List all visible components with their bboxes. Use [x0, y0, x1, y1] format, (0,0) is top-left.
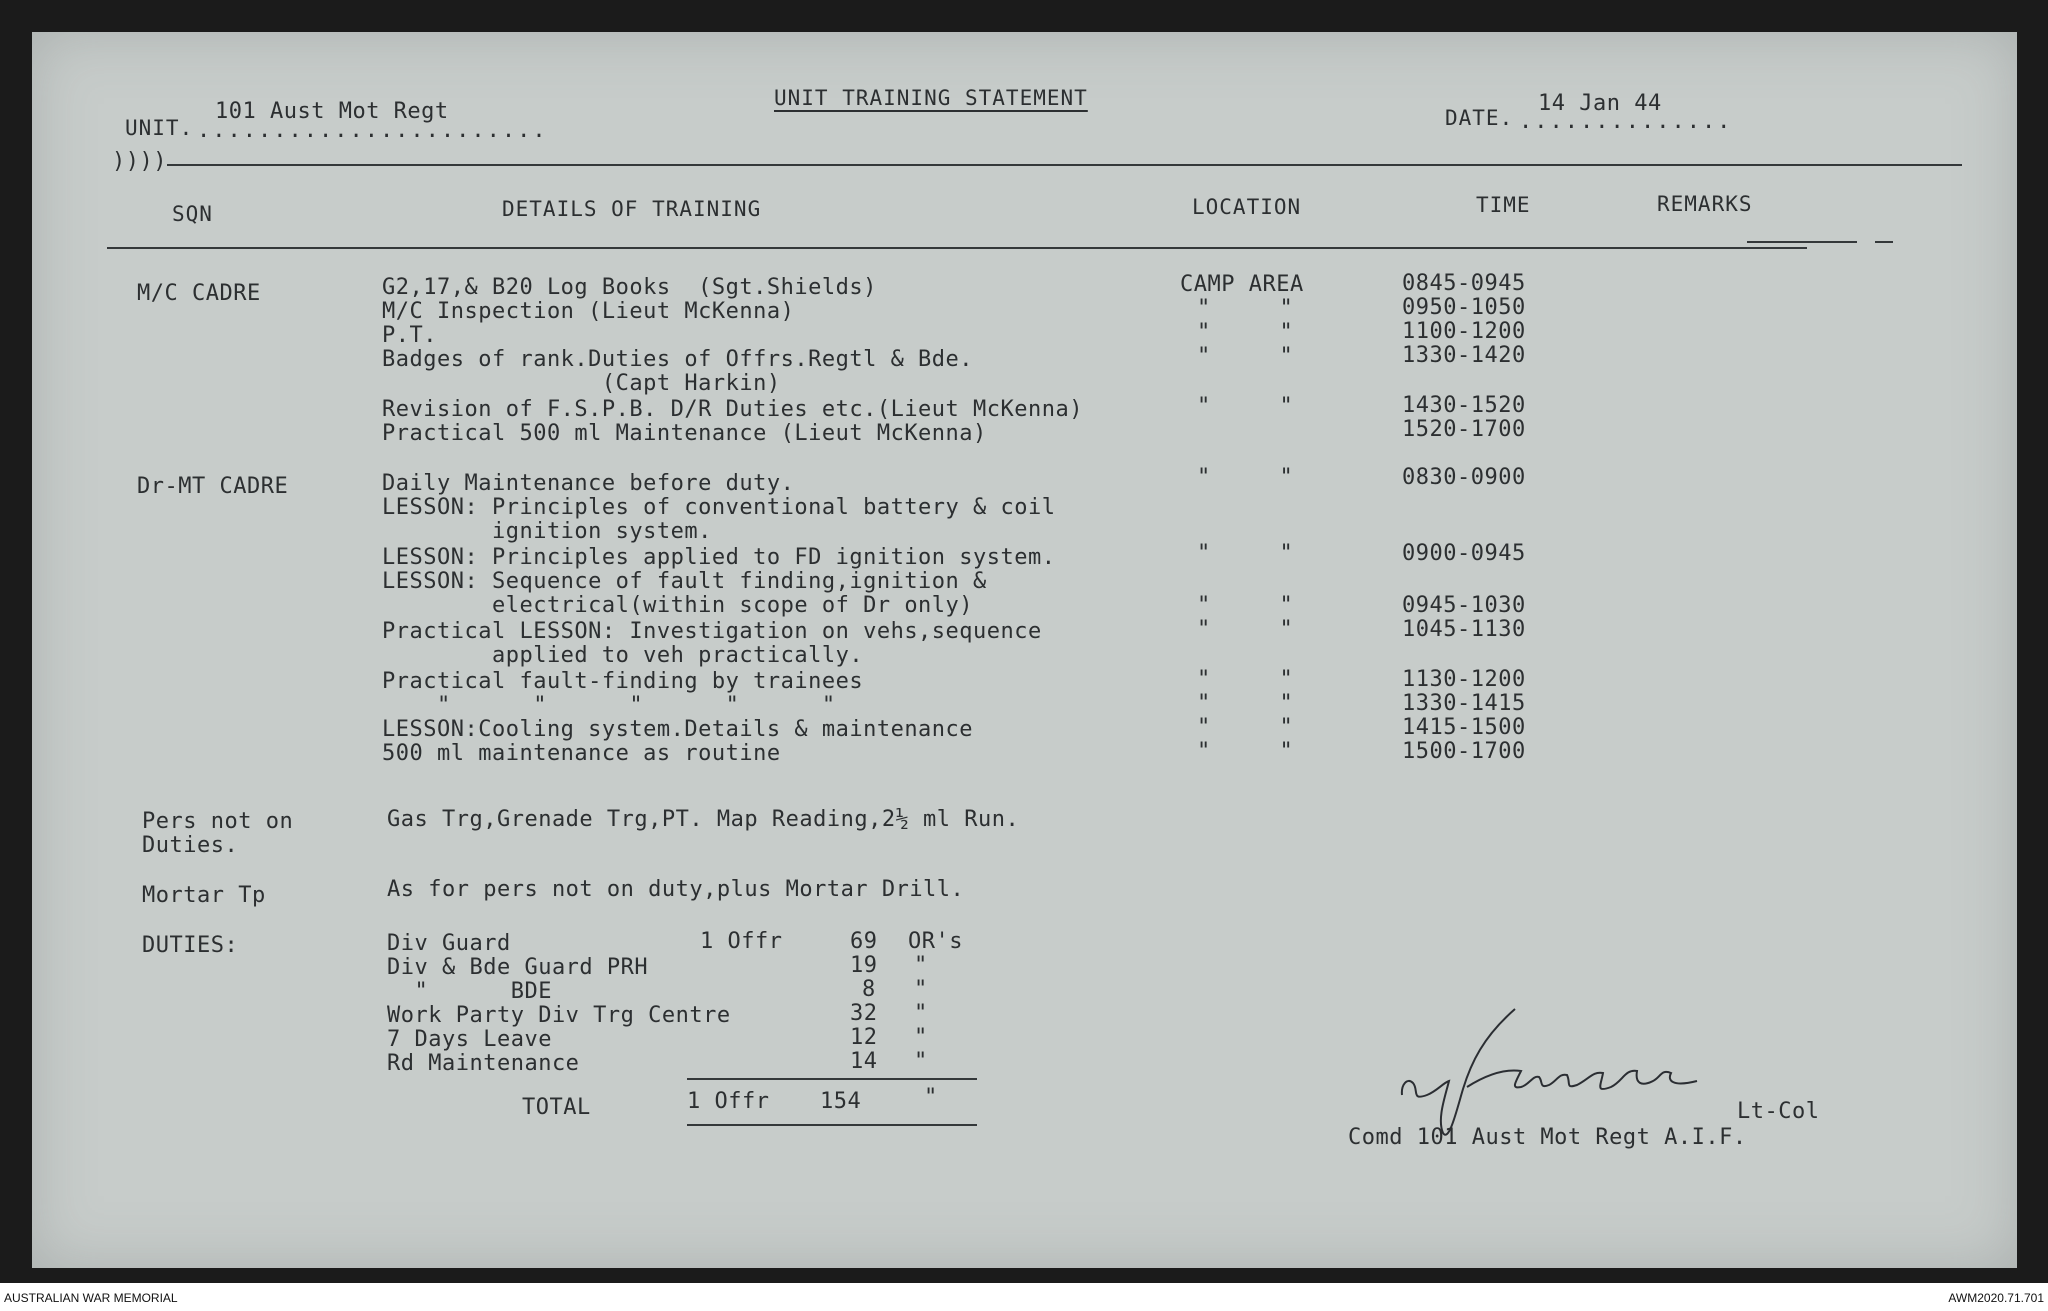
header-rule-segment	[1747, 241, 1857, 243]
footer-institution: AUSTRALIAN WAR MEMORIAL	[4, 1291, 178, 1305]
duty-name: Rd Maintenance	[387, 1051, 580, 1076]
col-remarks: REMARKS	[1657, 192, 1753, 216]
signature-command: Comd 101 Aust Mot Regt A.I.F.	[1348, 1125, 1747, 1150]
mc-time: 1330-1420	[1402, 343, 1526, 368]
header-rule-dash	[1875, 241, 1893, 243]
duty-name: 7 Days Leave	[387, 1027, 552, 1052]
total-offr: 1 Offr	[687, 1089, 770, 1114]
mc-detail: P.T.	[382, 323, 437, 348]
mc-time: 1430-1520	[1402, 393, 1526, 418]
duty-name: " BDE	[387, 979, 552, 1004]
duty-name: Div Guard	[387, 931, 511, 956]
dr-time: 0830-0900	[1402, 465, 1526, 490]
dr-detail: LESSON: Sequence of fault finding,ignition &	[382, 569, 987, 594]
col-details: DETAILS OF TRAINING	[502, 197, 762, 221]
section-dr-mt-cadre: Dr-MT CADRE	[137, 474, 289, 499]
dr-location: " "	[1197, 617, 1294, 642]
total-label: TOTAL	[522, 1095, 591, 1120]
mc-time: 1100-1200	[1402, 319, 1526, 344]
dr-time: 0900-0945	[1402, 541, 1526, 566]
header-rule-top	[167, 164, 1962, 166]
mc-location: " "	[1197, 344, 1294, 369]
duty-offr: 1 Offr	[700, 929, 783, 954]
dr-detail: LESSON:Cooling system.Details & maintenance	[382, 717, 974, 742]
dr-location: " "	[1197, 739, 1294, 764]
duty-count: 14	[850, 1049, 878, 1074]
dr-time: 1130-1200	[1402, 667, 1526, 692]
dr-detail: applied to veh practically.	[382, 643, 864, 668]
duty-unit: "	[914, 953, 928, 978]
col-location: LOCATION	[1192, 195, 1302, 219]
dr-time: 1500-1700	[1402, 739, 1526, 764]
duty-unit: "	[914, 1049, 928, 1074]
dr-detail: 500 ml maintenance as routine	[382, 741, 781, 766]
total-rule-bottom	[687, 1124, 977, 1126]
footer-accession-number: AWM2020.71.701	[1948, 1291, 2044, 1305]
mc-time: 1520-1700	[1402, 417, 1526, 442]
duty-count: 19	[850, 953, 878, 978]
section-pers-not-on: Pers not on	[142, 809, 294, 834]
header-rule-bottom	[107, 247, 1807, 249]
date-label: DATE.	[1445, 106, 1514, 130]
dr-location: " "	[1197, 465, 1294, 490]
unit-label: UNIT.	[125, 116, 194, 140]
mc-location: " "	[1197, 320, 1294, 345]
dr-detail: LESSON: Principles of conventional battery & coil	[382, 495, 1056, 520]
duty-count: 32	[850, 1001, 878, 1026]
dr-detail: electrical(within scope of Dr only)	[382, 593, 974, 618]
signature-rank: Lt-Col	[1737, 1099, 1820, 1124]
unit-value: 101 Aust Mot Regt	[215, 99, 449, 124]
dr-detail: Practical LESSON: Investigation on vehs,sequence	[382, 619, 1042, 644]
mc-detail: M/C Inspection (Lieut McKenna)	[382, 299, 795, 324]
duty-count: 8	[862, 977, 876, 1002]
duty-name: Div & Bde Guard PRH	[387, 955, 649, 980]
mc-location: " "	[1197, 394, 1294, 419]
section-mortar-tp: Mortar Tp	[142, 883, 266, 908]
dr-detail: " " " " "	[382, 693, 836, 718]
archive-footer	[0, 1283, 2048, 1311]
document-title: UNIT TRAINING STATEMENT	[774, 86, 1088, 110]
dr-time: 1415-1500	[1402, 715, 1526, 740]
dr-location: " "	[1197, 593, 1294, 618]
dr-detail: LESSON: Principles applied to FD ignition system.	[382, 545, 1056, 570]
duty-unit: "	[914, 1001, 928, 1026]
date-value: 14 Jan 44	[1538, 91, 1662, 116]
col-time: TIME	[1476, 193, 1531, 217]
dr-detail: Practical fault-finding by trainees	[382, 669, 864, 694]
section-duties: DUTIES:	[142, 933, 239, 958]
mc-detail: G2,17,& B20 Log Books (Sgt.Shields)	[382, 275, 877, 300]
total-unit: "	[924, 1085, 938, 1110]
mc-detail: Revision of F.S.P.B. D/R Duties etc.(Lieut McKenna)	[382, 397, 1084, 422]
mc-detail: (Capt Harkin)	[382, 371, 781, 396]
dr-time: 1045-1130	[1402, 617, 1526, 642]
total-rule-top	[687, 1078, 977, 1080]
section-mc-cadre: M/C CADRE	[137, 281, 261, 306]
mc-time: 0845-0945	[1402, 271, 1526, 296]
mc-detail: Practical 500 ml Maintenance (Lieut McKenna)	[382, 421, 987, 446]
dr-location: " "	[1197, 667, 1294, 692]
duty-count: 69	[850, 929, 878, 954]
section-pers-not-on-duties: Duties.	[142, 833, 239, 858]
dr-time: 0945-1030	[1402, 593, 1526, 618]
bracket-marks: ))))	[112, 149, 167, 174]
date-dotted-line: ..............	[1519, 109, 1733, 134]
mc-location: CAMP AREA	[1180, 272, 1304, 297]
dr-detail: Daily Maintenance before duty.	[382, 471, 795, 496]
dr-detail: ignition system.	[382, 519, 712, 544]
total-count: 154	[820, 1089, 862, 1114]
duty-unit: OR's	[908, 929, 963, 954]
document-sheet	[32, 32, 2017, 1268]
mc-detail: Badges of rank.Duties of Offrs.Regtl & Bde.	[382, 347, 974, 372]
pers-not-on-duties-detail: Gas Trg,Grenade Trg,PT. Map Reading,2½ ml Run.	[387, 807, 1020, 832]
duty-count: 12	[850, 1025, 878, 1050]
dr-location: " "	[1197, 715, 1294, 740]
dr-location: " "	[1197, 691, 1294, 716]
dr-time: 1330-1415	[1402, 691, 1526, 716]
duty-unit: "	[914, 1025, 928, 1050]
mc-time: 0950-1050	[1402, 295, 1526, 320]
col-sqn: SQN	[172, 202, 213, 226]
mc-location: " "	[1197, 296, 1294, 321]
dr-location: " "	[1197, 541, 1294, 566]
unit-dotted-line: .......................	[197, 118, 548, 143]
duty-unit: "	[914, 977, 928, 1002]
mortar-tp-detail: As for pers not on duty,plus Mortar Drill.	[387, 877, 965, 902]
duty-name: Work Party Div Trg Centre	[387, 1003, 731, 1028]
